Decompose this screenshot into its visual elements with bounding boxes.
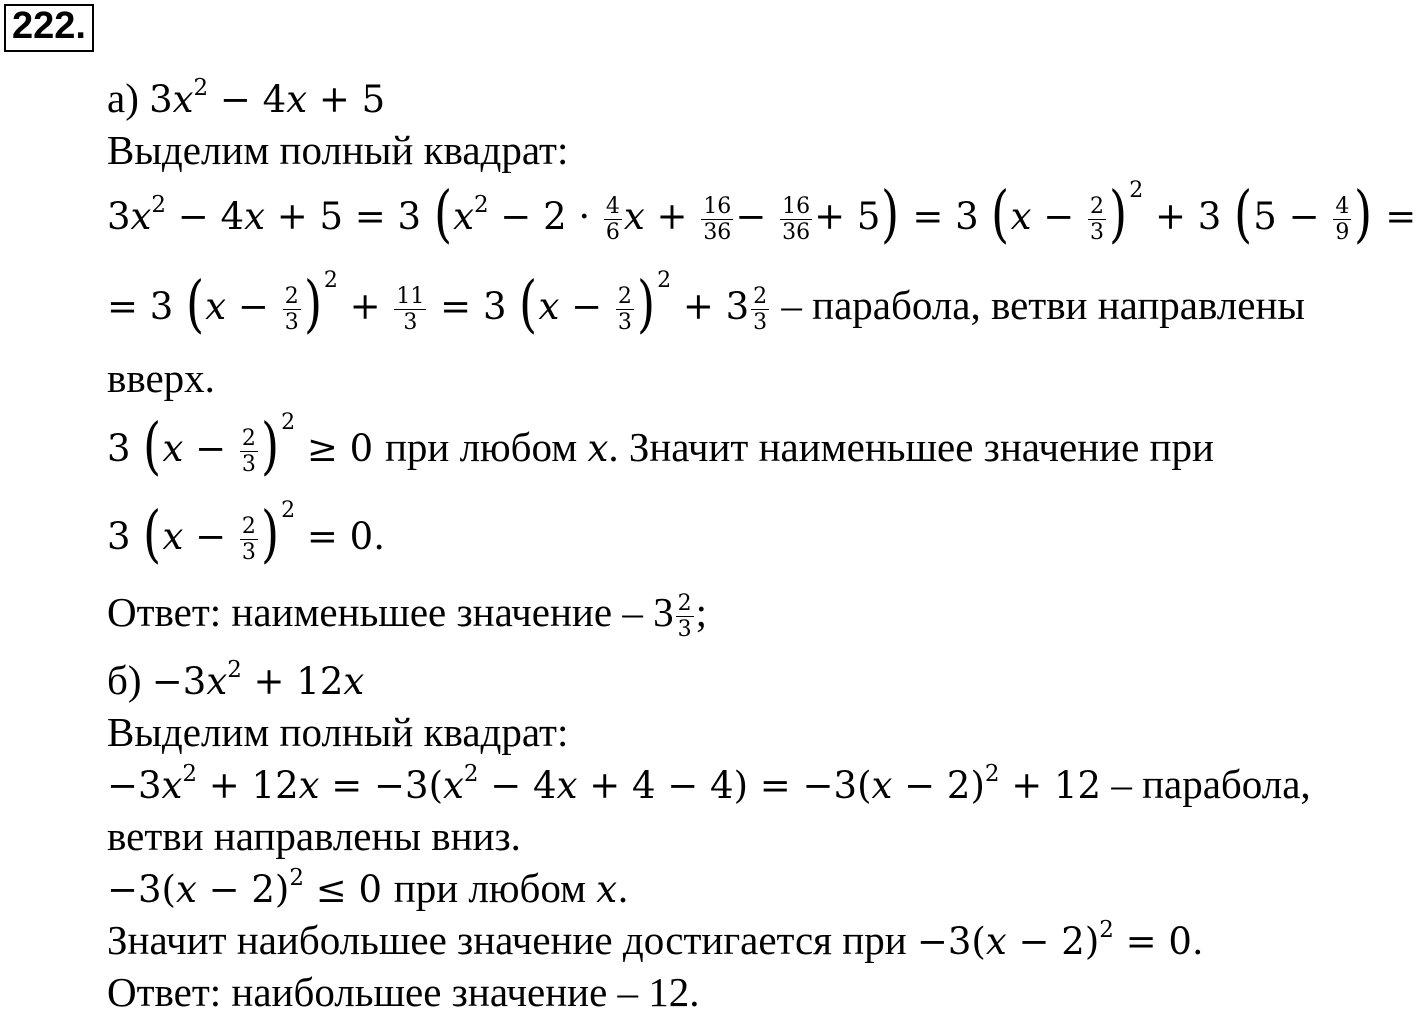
part-b-expression: $-3x^2 + 12x$ [151,656,365,703]
part-a-answer: Ответ: наименьшее значение – 3 $\frac{2}{3}$ ; [107,589,707,643]
part-a-inequality-text2: . Значит наименьшее значение при [608,424,1214,470]
problem-number: 222. [4,4,94,52]
part-b-conclusion: Значит наибольшее значение достигается при $-3(x - 2)^2 = 0$. [107,916,1204,963]
part-b-label: б) [107,657,142,703]
part-b-answer: Ответ: наибольшее значение – 12. [107,969,700,1015]
part-b-header [107,656,365,703]
part-b-tail-text: – парабола, [1111,761,1311,807]
part-a-expression: $3x^2 - 4x + 5$ [149,74,386,121]
part-b-equation: $-3x^2 + 12x = -3(x^2 - 4x + 4 - 4) = -3(x - 2)^2 + 12$ – парабола, [107,760,1311,807]
part-a-tail-text: – парабола, ветви направлены [781,282,1305,328]
part-b-inequality: $-3(x - 2)^2 \le 0$ при любом x. [107,864,629,911]
part-a-inequality: 3 (x − $\frac{2}{3}$ )$^2$ ≥ 0 при любом x. Значит наименьшее значение при [107,409,1214,482]
part-b-conclusion-text: Значит наибольшее значение достигается при [107,917,907,963]
part-b-tail-text2: ветви направлены вниз. [107,813,521,859]
part-b-inequality-text: при любом [393,865,587,911]
part-a-label: а) [107,75,139,121]
part-a-zero-condition: 3 (x − $\frac{2}{3}$ )$^2$ = 0. [107,497,385,570]
part-b-step1: Выделим полный квадрат: [107,709,569,755]
part-a-equation-line2: = 3 (x − $\frac{2}{3}$ )$^2$ + $\frac{11}{3}$ = 3 (x − $\frac{2}{3}$ )$^2$ + 3 $\frac{2}{3}$ – парабола, ветви направлены [107,267,1305,340]
part-a-tail-text2: вверх. [107,355,215,401]
part-a-answer-label: Ответ: наименьшее значение – 3 [107,589,674,635]
part-a-inequality-text1: при любом [384,424,578,470]
part-a-step1: Выделим полный квадрат: [107,127,569,173]
part-a-equation-line1: $3x^2 - 4x + 5 = 3$ ($x^2 - 2$ · $\frac{4}{6}$ x + $\frac{16}{36}$ − $\frac{16}{36}$ + 5) = 3 (x − $\frac{2}{3}$ )$^2$ + 3 (5 − $\frac{4}{9}$ ) = [107,177,1416,250]
part-a-header [107,74,386,121]
